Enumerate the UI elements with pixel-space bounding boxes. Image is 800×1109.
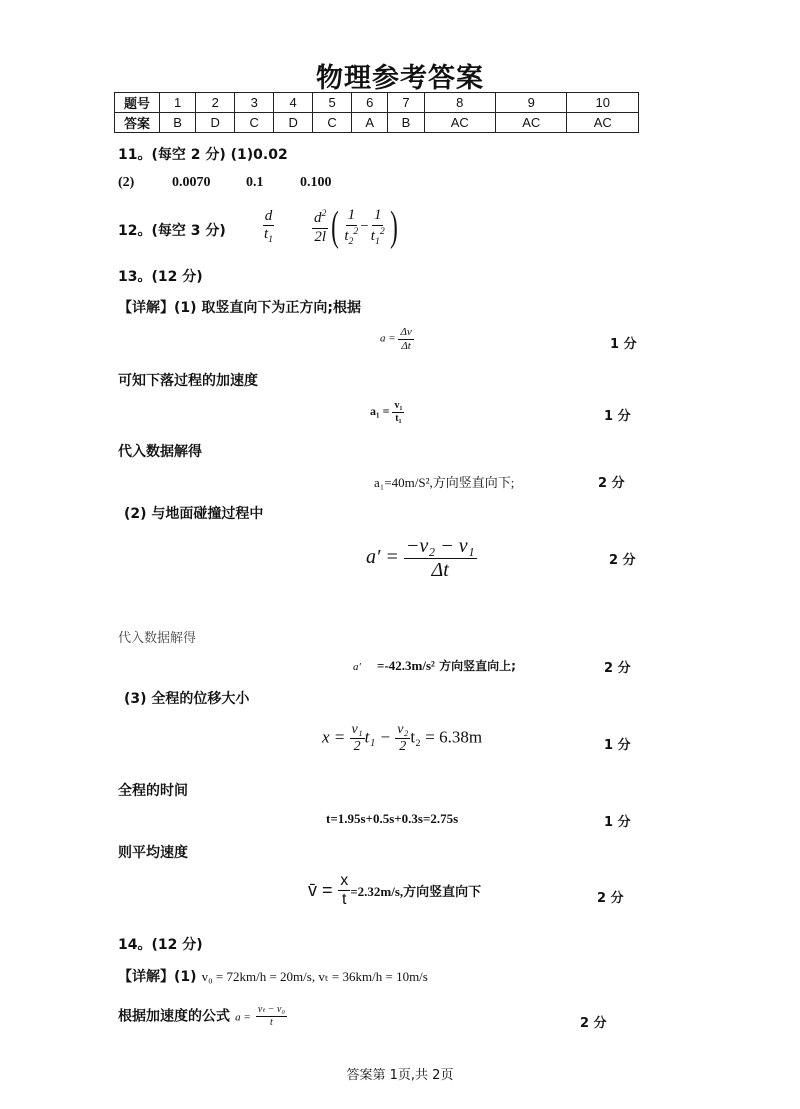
q14-text-formula: 根据加速度的公式 <box>118 1008 230 1025</box>
table-cell: 9 <box>496 93 567 113</box>
q13-text-time: 全程的时间 <box>118 783 188 799</box>
table-header-label: 题号 <box>115 93 160 113</box>
table-cell: A <box>352 113 388 133</box>
q13-part3: (3) 全程的位移大小 <box>124 691 250 707</box>
q13-eq4-num: −v₂ − v₁ <box>405 535 475 557</box>
q11-value-2: 0.1 <box>246 175 264 190</box>
q13-eq6-n1: v₁ <box>350 722 365 739</box>
table-cell: 10 <box>567 93 639 113</box>
q13-eq4-score: 2 分 <box>609 553 636 568</box>
page-title: 物理参考答案 <box>316 63 484 94</box>
q13-eq6-d1: 2 <box>353 739 361 755</box>
q13-heading: 13。(12 分) <box>118 269 203 285</box>
q13-eq8-num: x <box>338 872 350 891</box>
table-cell: C <box>313 113 352 133</box>
q14-formula-num: vₜ − v₀ <box>257 1004 285 1015</box>
table-cell: C <box>235 113 274 133</box>
table-cell: 1 <box>160 93 196 113</box>
q13-text-sub1: 代入数据解得 <box>118 444 202 460</box>
q11-value-1: 0.0070 <box>172 175 211 190</box>
q13-eq5-value: =-42.3m/s² <box>377 658 435 673</box>
q13-text-avg: 则平均速度 <box>118 845 188 861</box>
q14-formula-lhs: a = <box>235 1011 251 1024</box>
table-cell: D <box>196 113 235 133</box>
q12-f1-den-sub: 1 <box>268 234 274 246</box>
q14-detail1-math: v₀ = 72km/h = 20m/s, vₜ = 36km/h = 10m/s <box>201 969 428 984</box>
q13-eq6 <box>322 722 482 755</box>
q13-eq2-num: v₁ <box>394 400 403 411</box>
q12-minus: − <box>360 218 369 235</box>
table-cell: 5 <box>313 93 352 113</box>
table-cell: 7 <box>388 93 424 113</box>
q13-eq8 <box>308 872 481 910</box>
q12-inner-den-a-sub: 2 <box>348 235 354 247</box>
q12-formula-2 <box>312 203 401 251</box>
q13-eq6-t1: t₁ − <box>364 727 391 747</box>
q12-inner-num-a: 1 <box>346 207 358 225</box>
q12-inner-den-b-sup: 2 <box>379 225 385 237</box>
q13-eq8-score: 2 分 <box>597 891 624 906</box>
q13-detail-intro: 【详解】(1) 取竖直向下为正方向;根据 <box>118 300 362 316</box>
q12-inner-num-b: 1 <box>372 207 384 225</box>
answer-table-header-row <box>115 93 639 113</box>
q13-eq2-score: 1 分 <box>604 409 631 424</box>
q13-eq2-den: t₁ <box>395 412 402 424</box>
q13-eq1-lhs: a = <box>380 332 396 345</box>
q14-detail1 <box>118 966 428 986</box>
right-paren: ) <box>389 204 398 250</box>
table-cell: 6 <box>352 93 388 113</box>
q13-eq3-score: 2 分 <box>598 476 625 491</box>
q12-f1-num: d <box>263 208 275 226</box>
answer-table <box>114 92 639 133</box>
q12-inner-den-a: t <box>344 227 349 244</box>
q13-eq8-tail: =2.32m/s,方向竖直向下 <box>350 883 482 899</box>
q12-f2-num-sup: 2 <box>321 208 327 220</box>
q12-f2-num: d <box>314 210 322 227</box>
q11-line1: 11。(每空 2 分) (1)0.02 <box>118 147 288 163</box>
q12-formula-1 <box>262 208 275 245</box>
table-cell: AC <box>567 113 639 133</box>
table-row-label: 答案 <box>115 113 160 133</box>
table-cell: 8 <box>424 93 495 113</box>
page-footer: 答案第 1页,共 2页 <box>346 1068 454 1083</box>
q13-eq1-num: Δv <box>400 326 412 338</box>
q13-eq2-lhs: a₁ = <box>370 403 390 418</box>
q13-eq8-lhs: v̄ = <box>308 879 333 900</box>
q11-value-3: 0.100 <box>300 175 332 190</box>
q13-eq8-den: t <box>342 891 347 909</box>
q13-eq6-n2: v₂ <box>395 722 410 739</box>
q14-detail1-label: 【详解】(1) <box>118 969 197 985</box>
q13-eq5-lhs: a′ <box>353 661 361 673</box>
q11-part2-label: (2) <box>118 175 135 190</box>
q13-eq4-lhs: a′ = <box>366 546 399 569</box>
answer-table-answer-row <box>115 113 639 133</box>
q13-eq5-score: 2 分 <box>604 661 631 676</box>
q13-eq2 <box>370 400 404 424</box>
q12-f1-den: t <box>264 226 269 243</box>
table-cell: 4 <box>274 93 313 113</box>
q13-eq7: t=1.95s+0.5s+0.3s=2.75s <box>326 811 459 826</box>
q13-eq4-den: Δt <box>431 559 449 581</box>
q13-eq1-score: 1 分 <box>610 337 637 352</box>
q13-text-sub2: 代入数据解得 <box>118 631 197 646</box>
q14-formula-den: t <box>270 1016 273 1028</box>
q13-part2: (2) 与地面碰撞过程中 <box>124 506 264 522</box>
q12-inner-den-a-sup: 2 <box>353 225 359 237</box>
q13-eq5-tail: 方向竖直向上; <box>439 659 516 673</box>
q13-eq7-score: 1 分 <box>604 815 631 830</box>
q13-eq1 <box>380 326 414 352</box>
q13-eq6-t2: t₂ = 6.38m <box>410 727 483 747</box>
q13-eq1-den: Δt <box>401 339 411 352</box>
q14-formula-line <box>118 1004 287 1028</box>
q13-eq6-d2: 2 <box>399 739 407 755</box>
table-cell: 3 <box>235 93 274 113</box>
q14-score: 2 分 <box>580 1016 607 1031</box>
table-cell: D <box>274 113 313 133</box>
table-cell: 2 <box>196 93 235 113</box>
q14-heading: 14。(12 分) <box>118 937 203 953</box>
q12-inner-den-b-sub: 1 <box>374 235 380 247</box>
q13-eq5 <box>353 657 516 674</box>
q13-eq3: a₁=40m/S²,方向竖直向下; <box>374 475 515 490</box>
table-cell: B <box>388 113 424 133</box>
left-paren: ( <box>331 204 340 250</box>
q13-eq6-lhs: x = <box>322 727 346 747</box>
q12-label: 12。(每空 3 分) <box>118 223 226 239</box>
q12-f2-den: 2l <box>314 228 327 245</box>
table-cell: B <box>160 113 196 133</box>
q13-eq6-score: 1 分 <box>604 738 631 753</box>
table-cell: AC <box>496 113 567 133</box>
table-cell: AC <box>424 113 495 133</box>
q13-eq4 <box>366 535 477 582</box>
q12-inner-den-b: t <box>370 227 375 244</box>
q13-text-accel: 可知下落过程的加速度 <box>118 373 258 389</box>
